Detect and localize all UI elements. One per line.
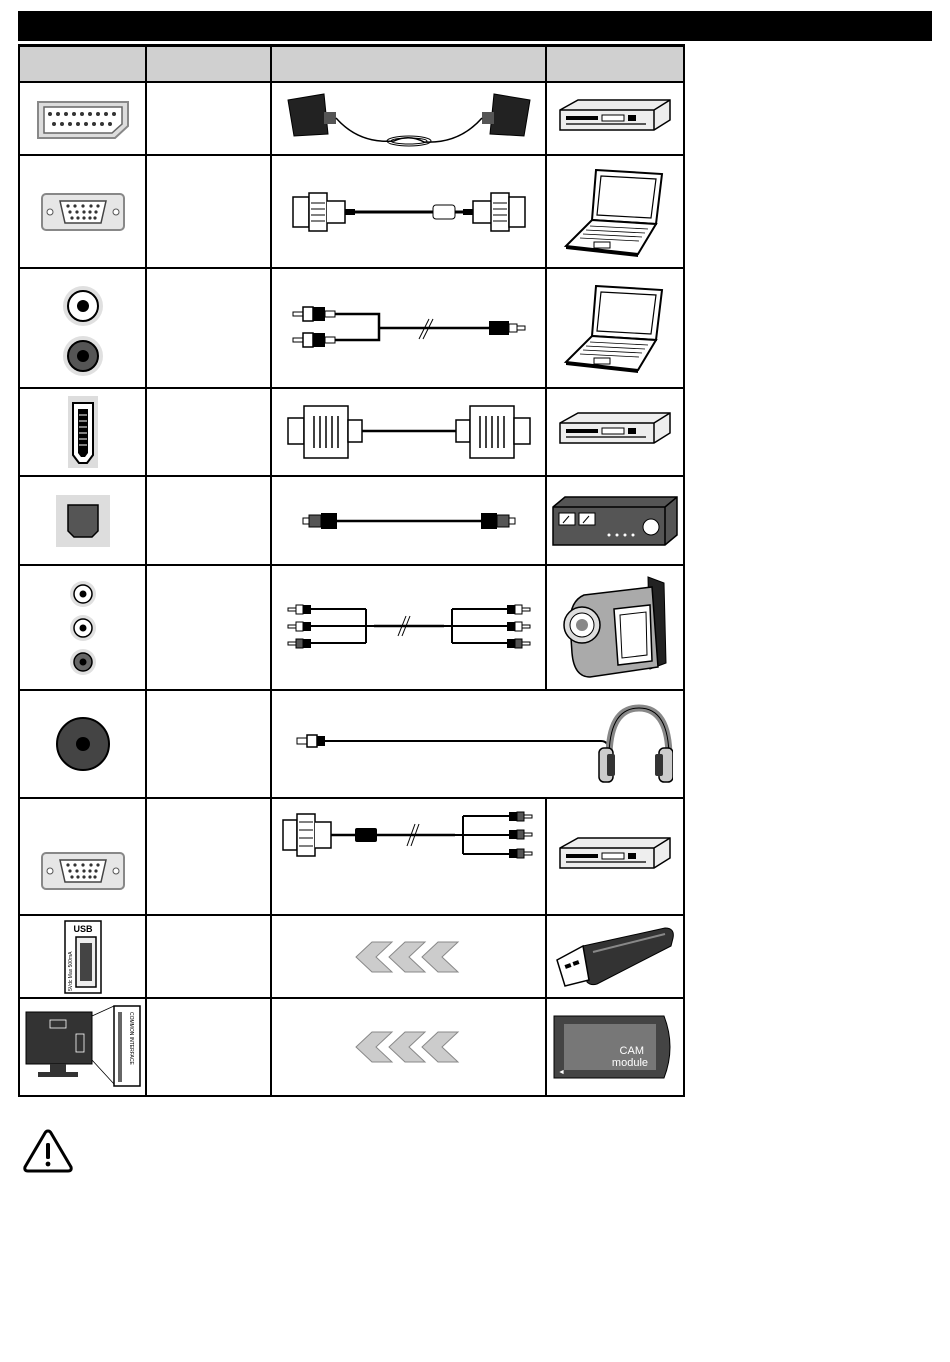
connector-cell [19, 565, 146, 690]
warning-triangle-icon [22, 1128, 74, 1174]
table-row [19, 915, 684, 998]
device-cell [546, 915, 684, 998]
svg-text:◄: ◄ [558, 1069, 565, 1076]
insert-arrows-icon [354, 1030, 464, 1064]
connector-cell [19, 476, 146, 565]
type-label [146, 565, 271, 690]
scart-cable-icon [284, 86, 534, 152]
type-label [146, 476, 271, 565]
type-label [146, 155, 271, 268]
cable-cell [271, 798, 546, 915]
av-rca-sockets-icon [67, 576, 99, 680]
type-label [146, 82, 271, 155]
headphones-icon [599, 708, 673, 782]
cable-cell [271, 388, 546, 476]
scart-socket-icon [35, 98, 131, 140]
table-row [19, 565, 684, 690]
cable-cell [271, 476, 546, 565]
device-cell [546, 82, 684, 155]
type-label [146, 915, 271, 998]
headphone-socket-icon [55, 716, 111, 772]
usb-socket-icon [63, 919, 103, 995]
type-label [146, 690, 271, 798]
type-label [146, 798, 271, 915]
type-label [146, 998, 271, 1096]
header-type [146, 46, 271, 83]
page-header-bar [18, 11, 932, 41]
cam-card-text-line2: module [611, 1057, 648, 1069]
device-cell [546, 268, 684, 388]
table-row [19, 388, 684, 476]
ci-slot-label: COMMON INTERFACE [127, 1012, 134, 1065]
tv-ci-slot-icon [24, 1004, 142, 1090]
cam-module-icon [552, 1014, 678, 1080]
vga-socket-icon [40, 192, 126, 232]
connector-cell [19, 82, 146, 155]
vga-to-rca-cable-icon [279, 808, 539, 876]
table-row [19, 690, 684, 798]
vga-socket-icon [40, 851, 126, 891]
connector-cell [19, 388, 146, 476]
device-cell [546, 388, 684, 476]
dvd-recorder-icon [558, 96, 672, 142]
table-row [19, 82, 684, 155]
device-cell [546, 565, 684, 690]
cable-cell [271, 998, 546, 1096]
laptop-icon [562, 166, 668, 258]
rca-to-jack-cable-icon [289, 303, 529, 353]
hdmi-cable-icon [284, 402, 534, 462]
table-row [19, 476, 684, 565]
headphones-with-cable-icon [283, 702, 673, 786]
cable-cell [271, 915, 546, 998]
table-row [19, 155, 684, 268]
header-cables [271, 46, 546, 83]
cable-cell [271, 690, 684, 798]
header-connector [19, 46, 146, 83]
laptop-icon [562, 282, 668, 374]
device-cell [546, 476, 684, 565]
usb-stick-icon [553, 924, 677, 990]
cable-cell [271, 565, 546, 690]
hdmi-socket-icon [67, 395, 99, 469]
table-row [19, 998, 684, 1096]
device-cell [546, 798, 684, 915]
connector-cell [19, 998, 146, 1096]
connector-cell [19, 690, 146, 798]
type-label [146, 388, 271, 476]
connections-table [18, 44, 685, 1097]
dvd-recorder-icon [558, 834, 672, 880]
header-device [546, 46, 684, 83]
device-cell [546, 998, 684, 1096]
type-label [146, 268, 271, 388]
camcorder-icon [560, 573, 670, 683]
usb-socket-rating: 5Vdc Max 500mA [67, 951, 74, 991]
optical-cable-icon [299, 509, 519, 533]
audio-rca-sockets-icon [58, 278, 108, 378]
table-row [19, 268, 684, 388]
cable-cell [271, 82, 546, 155]
connector-cell [19, 268, 146, 388]
optical-socket-icon [55, 494, 111, 548]
device-cell [546, 155, 684, 268]
av-rca-cable-icon [284, 602, 534, 654]
warning-note [22, 1128, 74, 1179]
table-header-row [19, 46, 684, 83]
amplifier-icon [551, 495, 679, 547]
usb-socket-label: USB [72, 923, 93, 934]
headphone-cable-icon [297, 735, 609, 752]
table-row [19, 798, 684, 915]
cable-cell [271, 268, 546, 388]
connector-cell [19, 155, 146, 268]
vga-cable-icon [289, 189, 529, 235]
dvd-recorder-icon [558, 409, 672, 455]
insert-arrows-icon [354, 940, 464, 974]
connector-cell [19, 798, 146, 915]
cam-card-text-line1: CAM [619, 1045, 644, 1057]
cable-cell [271, 155, 546, 268]
connector-cell [19, 915, 146, 998]
